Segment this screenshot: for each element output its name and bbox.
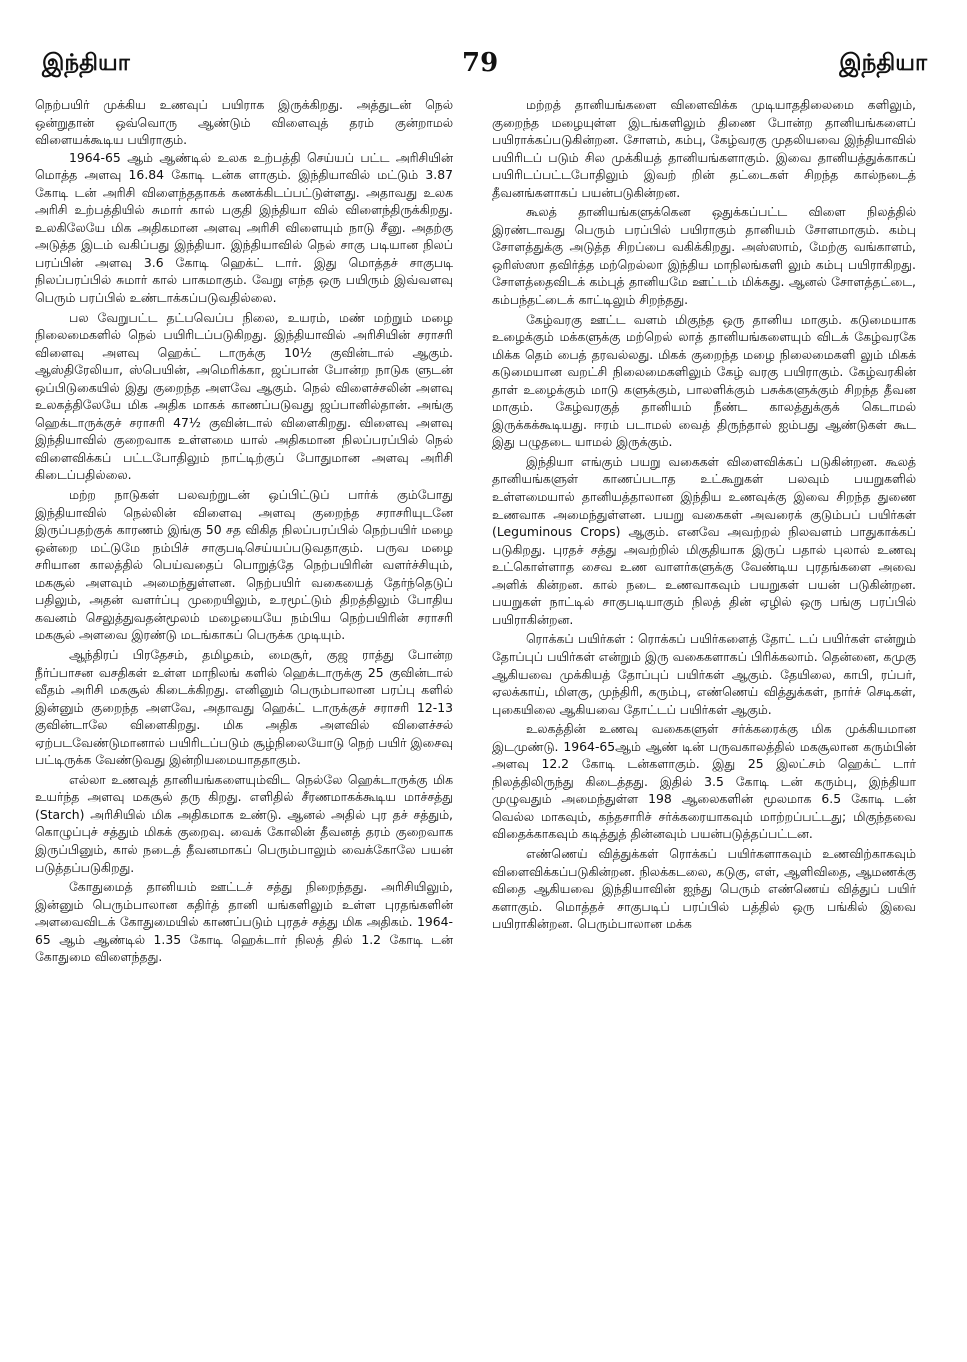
paragraph: ஆந்திரப் பிரதேசம், தமிழகம், மைசூர், குஜ ராத்து போன்ற நீர்ப்பாசன வசதிகள் உள்ள மாநிலங் களில் ஹெக்டாருக்கு 25 குவின்டால் வீதம் அரிசி மகசூல் கிடைக்கிறது. எனினும் பெரும்பாலான பரப்பு களில் இன்னும் குறைந்த அளவே, அதாவது ஹெக்ட் டாருக்குச் சராசரி 12-13 குவின்டாலே விளைகிறது. மிக அதிக அளவில் விளைச்சல் ஏற்படவேண்டுமானால் பயிரிடப்படும் சூழ்நிலையோடு நெற் பயிர் இசைவு பட்டிருக்க வேண்டுவது இன்றியமையாததாகும்.: [35, 646, 453, 768]
paragraph: இந்தியா எங்கும் பயறு வகைகள் விளைவிக்கப் படுகின்றன. கூலத் தானியங்களுள் காணப்படாத உட்கூறுகள் பலவும் பயறுகளில் உள்ளமையால் தானியத்தாலான இந்திய உணவுக்கு இவை சிறந்த துணை உணவாக அமைந்துள்ளன. பயறு வகைகள் அவரைக் குடும்பப் பயிர்கள் (Leguminous Crops) ஆகும். எனவே அவற்றல் நிலவளம் பாதுகாக்கப் படுகிறது. புரதச் சத்து அவற்றில் மிகுதியாக இருப் பதால் புலால் உணவு உட்கொள்ளாத சைவ உண வாளர்களுக்கு வேண்டிய புரதங்களை அவை அளிக் கின்றன. கால் நடை உணவாகவும் பயறுகள் பயன் படுகின்றன. பயறுகள் நாட்டில் சாகுபடியாகும் நிலத் தின் ஏழில் ஒரு பங்கு பரப்பில் பயிராகின்றன.: [492, 453, 916, 627]
paragraph: கூலத் தானியங்களுக்கென ஒதுக்கப்பட்ட விளை நிலத்தில் இரண்டாவது பெரும் பரப்பில் பயிராகும் தானியம் சோளமாகும். கம்பு சோளத்துக்கு அடுத்த சிறப்பை வகிக்கிறது. அஸ்ஸாம், மேற்கு வங்காளம், ஒரிஸ்ஸா தவிர்த்த மற்றெல்லா இந்திய மாநிலங்களி லும் கம்பு பயிராகிறது. சோளத்தைவிடக் கம்புத் தானியமே ஊட்டம் மிக்கது. ஆனல் சோளத்தட்டை, கம்பந்தட்டைக் காட்டிலும் சிறந்தது.: [492, 204, 916, 308]
page-number: 79: [462, 48, 499, 78]
left-column: [35, 96, 453, 966]
paragraph: நெற்பயிர் முக்கிய உணவுப் பயிராக இருக்கிறது. அத்துடன் நெல் ஒன்றுதான் ஒவ்வொரு ஆண்டும் விளைவுத் தரம் குன்றாமல் விளையக்கூடிய பயிராகும்.: [35, 97, 453, 148]
paragraph: 1964-65 ஆம் ஆண்டில் உலக உற்பத்தி செய்யப் பட்ட அரிசியின் மொத்த அளவு 16.84 கோடி டன்க ளாகும். இந்தியாவில் மட்டும் 3.87 கோடி டன் அரிசி விளைந்ததாகக் கணக்கிடப்பட்டுள்ளது. அதாவது உலக அரிசி உற்பத்தியில் சுமார் கால் பகுதி இந்தியா வில் விளைந்திருக்கிறது. உலகிலேயே மிக அதிகமான அளவு அரிசி விளையும் நாடு சீனு. அதற்கு அடுத்த இடம் வகிப்பது இந்தியா. இந்தியாவில் நெல் சாகு படியான நிலப் பரப்பின் அளவு 3.6 கோடி ஹெக்ட் டார். இது மொத்தச் சாகுபடி நிலப்பரப்பில் சுமார் கால் பாகமாகும். வேறு எந்த ஒரு பயிரும் இவ்வளவு பெரும் பரப்பில் உண்டாக்கப்படுவதில்லை.: [35, 149, 453, 306]
paragraph: எல்லா உணவுத் தானியங்களையும்விட நெல்லே ஹெக்டாருக்கு மிக உயர்ந்த அளவு மகசூல் தரு கிறது. எளிதில் சீரணமாகக்கூடிய மாச்சத்து (Starch) அரிசியில் மிக அதிகமாக உண்டு. ஆனல் அதில் புர தச் சத்தும், கொழுப்புச் சத்தும் மிகக் குறைவு. வைக் கோலின் தீவனத் தரம் குறைவாக இருப்பினும், கால் நடைத் தீவனமாகப் பெரும்பாலும் வைக்கோலே பயன் படுத்தப்படுகிறது.: [35, 771, 453, 875]
paragraph: மற்றத் தானியங்களை விளைவிக்க முடியாததிலைமை களிலும், குறைந்த மழையுள்ள இடங்களிலும் திணை போன்ற தானியங்களைப் பயிராக்கப்படுகின்றன. சோளம், கம்பு, கேழ்வரகு முதலியவை இந்தியாவில் பயிரிடப் படும் சில முக்கியத் தானியங்களாகும். இவை தானியத்துக்காகப் பயிரிடப்பட்டபோதிலும் இவற் றின் தட்டைகள் சிறந்த கால்நடைத் தீவனங்களாகப் பயன்படுகின்றன.: [492, 97, 916, 200]
running-title-right: இந்தியா: [839, 50, 927, 76]
page-header: [32, 50, 935, 90]
right-column: [492, 96, 916, 933]
paragraph: மற்ற நாடுகள் பலவற்றுடன் ஒப்பிட்டுப் பார்க் கும்போது இந்தியாவில் நெல்லின் விளைவு அளவு குறைந்த சராசரியுடனே இருப்பதற்குக் காரணம் இங்கு 50 சத விகித நிலப்பரப்பில் நெற்பயிர் மழை ஒன்றை மட்டுமே நம்பிச் சாகுபடிசெய்யப்படுவதாகும். பருவ மழை சரியான காலத்தில் பெய்வதைப் பொறுத்தே நெற்பயிரின் வளர்ச்சியும், மகசூல் அளவும் அமைந்துள்ளன. நெற்பயிர் வகையைத் தேர்ந்தெடுப் பதிலும், அதன் வளர்ப்பு முறையிலும், உரமூட்டும் திறத்திலும் போதிய கவனம் செலுத்துவதன்மூலம் மழையையே நம்பிய நெற்பயிரின் சராசரி மகசூல் அளவை இரண்டு மடங்காகப் பெருக்க முடியும்.: [35, 487, 453, 643]
paragraph: ரொக்கப் பயிர்கள் : ரொக்கப் பயிர்களைத் தோட் டப் பயிர்கள் என்றும் தோப்புப் பயிர்கள் என்றும் இரு வகைகளாகப் பிரிக்கலாம். தென்னை, கமுகு ஆகியவை முக்கியத் தோப்புப் பயிர்கள் ஆகும். தேயிலை, காபி, ரப்பர், ஏலக்காய், மிளகு, முந்திரி, கரும்பு, எண்ணெய் வித்துக்கள், நார்ச் செடிகள், புகையிலை ஆகியவை தோட்டப் பயிர்கள் ஆகும்.: [492, 631, 916, 717]
paragraph: கேழ்வரகு ஊட்ட வளம் மிகுந்த ஒரு தானிய மாகும். கடுமையாக உழைக்கும் மக்களுக்கு மற்றெல் லாத் தானியங்களையும் விடக் கேழ்வரகே மிக்க தெம் பைத் தரவல்லது. மிகக் குறைந்த மழை நிலைமைகளி லும் மிகக் கடுமையான வறட்சி நிலைமைகளிலும் கேழ் வரகு பயிராகும். கேழ்வரகின் தாள் உழைக்கும் மாடு களுக்கும், பாலளிக்கும் பசுக்களுக்கும் சிறந்த தீவன மாகும். கேழ்வரகுத் தானியம் நீண்ட காலத்துக்குக் கெடாமல் இருக்கக்கூடியது. ஈரம் படாமல் வைத் திருந்தால் ஐம்பது ஆண்டுகள் கூட இது பழுதடை யாமல் இருக்கும்.: [492, 311, 916, 450]
paragraph: கோதுமைத் தானியம் ஊட்டச் சத்து நிறைந்தது. அரிசியிலும், இன்னும் பெரும்பாலான கதிர்த் தானி யங்களிலும் உள்ள புரதங்களின் அளவைவிடக் கோதுமையில் காணப்படும் புரதச் சத்து மிக அதிகம். 1964-65 ஆம் ஆண்டில் 1.35 கோடி ஹெக்டார் நிலத் தில் 1.2 கோடி டன் கோதுமை விளைந்தது.: [35, 879, 453, 965]
running-title-left: இந்தியா: [42, 50, 130, 76]
paragraph: உலகத்தின் உணவு வகைகளுள் சர்க்கரைக்கு மிக முக்கியமான இடமுண்டு. 1964-65ஆம் ஆண் டின் பருவகாலத்தில் மகசூலான கரும்பின் அளவு 12.2 கோடி டன்களாகும். இது 25 இலட்சம் ஹெக்ட் டார் நிலத்திலிருந்து கிடைத்தது. இதில் 3.5 கோடி டன் கரும்பு, இந்தியா முழுவதும் அமைந்துள்ள 198 ஆலைகளின் மூலமாக 6.5 கோடி டன் வெல்ல மாகவும், கந்தசாரிச் சர்க்கரையாகவும் மாற்றப்பட்டது; மிகுந்தவை விதைக்காகவும் கடித்துத் தின்னவும் பயன்படுத்தப்பட்டன.: [492, 721, 916, 842]
paragraph: பல வேறுபட்ட தட்பவெப்ப நிலை, உயரம், மண் மற்றும் மழை நிலைமைகளில் நெல் பயிரிடப்படுகிறது. இந்தியாவில் அரிசியின் சராசரி விளைவு அளவு ஹெக்ட் டாருக்கு 10½ குவின்டால் ஆகும். ஆஸ்திரேலியா, ஸ்பெயின், அமெரிக்கா, ஜப்பான் போன்ற நாடுக ளுடன் ஒப்பிடுகையில் இது குறைந்த அளவே ஆகும். நெல் விளைச்சலின் அளவு உலகத்திலேயே மிக அதிக மாகக் காணப்படுவது ஜப்பானில்தான். அங்கு ஹெக்டாருக்குச் சராசரி 47½ குவின்டால் விளைகிறது. விளைவு அளவு இந்தியாவில் குறைவாக உள்ளமை யால் அதிகமான நிலப்பரப்பில் நெல் விளைவிக்கப் பட்டபோதிலும் நாட்டிற்குப் போதுமான அளவு அரிசி கிடைப்பதில்லை.: [35, 309, 453, 483]
paragraph: எண்ணெய் வித்துக்கள் ரொக்கப் பயிர்களாகவும் உணவிற்காகவும் விளைவிக்கப்படுகின்றன. நிலக்கடலை, கடுகு, எள், ஆளிவிதை, ஆமணக்கு விதை ஆகியவை இந்தியாவின் ஐந்து பெரும் எண்ணெய் வித்துப் பயிர் களாகும். மொத்தச் சாகுபடிப் பரப்பில் பத்தில் ஒரு பங்கில் இவை பயிராகின்றன. பெரும்பாலான மக்க: [492, 845, 916, 932]
